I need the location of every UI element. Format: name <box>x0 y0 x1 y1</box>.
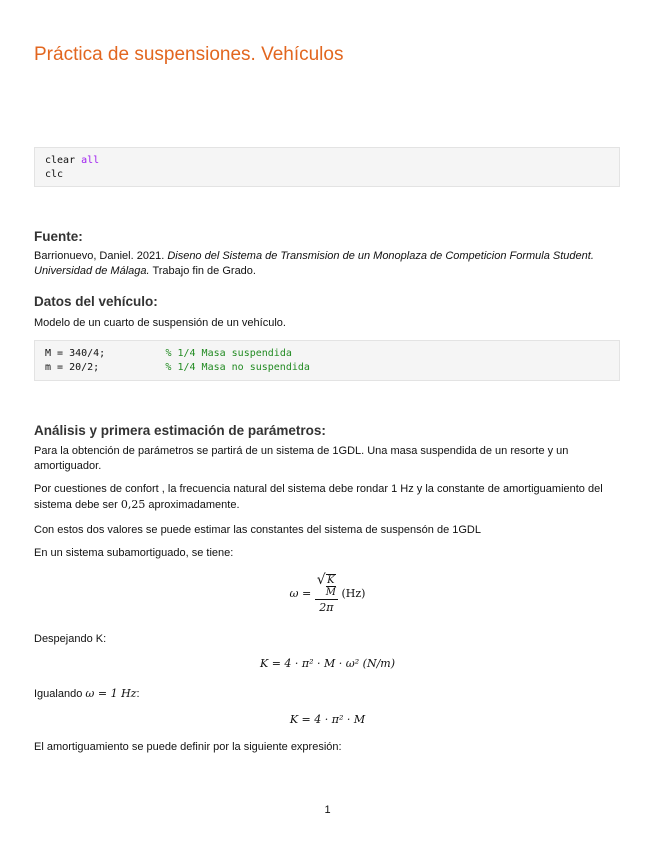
analisis-p2-a: Por cuestiones de confort , la frecuencia natural del sistema debe rondar 1 Hz y la constante de amortiguamiento del sistema debe ser <box>34 483 603 511</box>
eq1-k: K <box>327 575 335 586</box>
fuente-work: Diseno del Sistema de Transmision de un Monoplaza de Competicion Formula Student. Universidad de Málaga. <box>34 250 594 277</box>
fuente-citation <box>34 249 609 279</box>
analisis-p5: Despejando K: <box>34 633 107 645</box>
code-block-clear <box>34 147 620 187</box>
analisis-p1: Para la obtención de parámetros se partirá de un sistema de 1GDL. Una masa suspendida de un resorte y un amortiguador. <box>34 445 569 472</box>
equation-k-full: K = 4 · π² · M · ω² (N/m) <box>259 657 396 670</box>
heading-fuente: Fuente: <box>34 229 83 244</box>
equation-frequency <box>0 574 655 614</box>
eq1-m: M <box>325 587 336 598</box>
eq1-fraction: √ $\frac{K}{M}$ 2π <box>316 572 336 614</box>
comment-mass-unsuspended: % 1/4 Masa no suspendida <box>165 362 310 373</box>
eq1-lhs: ω = <box>289 587 312 600</box>
page-number: 1 <box>324 804 331 816</box>
code-clc: clc <box>45 169 64 180</box>
analisis-p2 <box>34 482 609 513</box>
eq1-unit: (Hz) <box>341 587 366 600</box>
analisis-p6 <box>34 686 609 702</box>
datos-text: Modelo de un cuarto de suspensión de un vehículo. <box>34 317 286 329</box>
code-block-masas <box>34 340 620 381</box>
damping-value: 0,25 <box>120 498 146 511</box>
equation-k-simple: K = 4 · π² · M <box>289 713 366 726</box>
analisis-p6-a: Igualando <box>34 688 83 700</box>
analisis-p7: El amortiguamiento se puede definir por la siguiente expresión: <box>34 741 342 753</box>
code-clear: clear <box>45 155 76 166</box>
code-all: all <box>81 155 100 166</box>
analisis-p2-b: aproximadamente. <box>148 499 240 511</box>
analisis-p6-math: ω = 1 Hz <box>85 687 137 700</box>
eq1-den: 2π <box>319 601 334 614</box>
analisis-p6-b: : <box>136 688 140 700</box>
code-mass-suspended: M = 340/4; <box>45 348 106 359</box>
page-title: Práctica de suspensiones. Vehículos <box>34 44 344 65</box>
code-mass-unsuspended: m = 20/2; <box>45 362 100 373</box>
analisis-p4: En un sistema subamortiguado, se tiene: <box>34 547 234 559</box>
heading-analisis: Análisis y primera estimación de parámetros: <box>34 423 326 438</box>
heading-datos: Datos del vehículo: <box>34 294 158 309</box>
fuente-authors: Barrionuevo, Daniel. 2021. <box>34 250 165 262</box>
analisis-p3: Con estos dos valores se puede estimar las constantes del sistema de suspensón de 1GDL <box>34 524 481 536</box>
comment-mass-suspended: % 1/4 Masa suspendida <box>165 348 292 359</box>
fuente-tail: Trabajo fin de Grado. <box>152 265 256 277</box>
